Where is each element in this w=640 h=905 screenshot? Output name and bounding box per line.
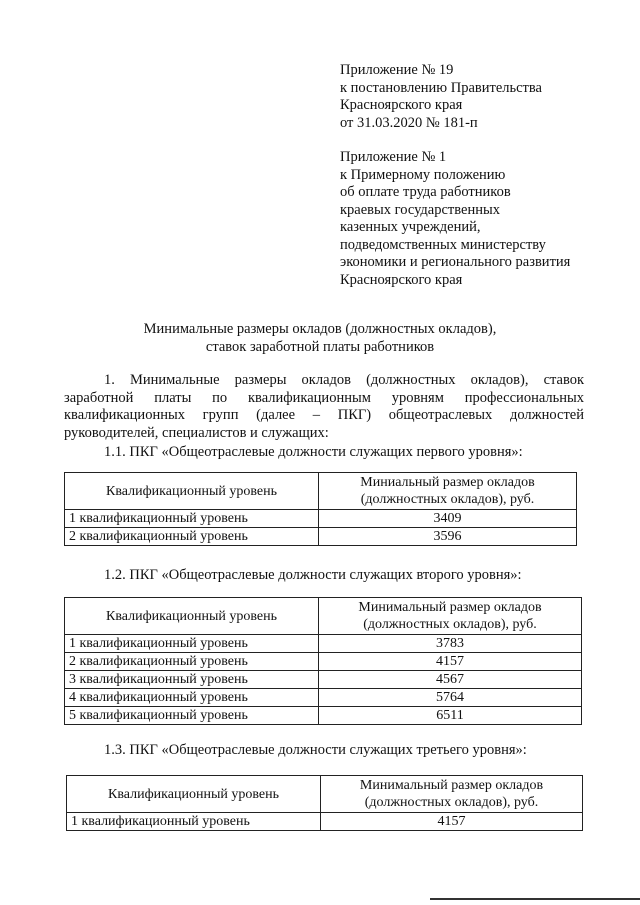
pay-table-1-2 bbox=[64, 597, 582, 725]
table-row bbox=[65, 635, 582, 653]
level-cell: 2 квалификационный уровень bbox=[65, 653, 319, 671]
table-row bbox=[65, 510, 577, 528]
table-row bbox=[65, 707, 582, 725]
appendix-1-header bbox=[340, 149, 570, 289]
section-1-2-heading: 1.2. ПКГ «Общеотраслевые должности служащих второго уровня»: bbox=[104, 567, 522, 583]
salary-cell: 3409 bbox=[319, 510, 577, 528]
level-cell: 3 квалификационный уровень bbox=[65, 671, 319, 689]
pay-table-1-1 bbox=[64, 472, 577, 546]
section-1-3-heading: 1.3. ПКГ «Общеотраслевые должности служащих третьего уровня»: bbox=[104, 742, 527, 758]
appendix-1-line: краевых государственных bbox=[340, 201, 500, 218]
salary-cell: 3783 bbox=[319, 635, 582, 653]
level-cell: 5 квалификационный уровень bbox=[65, 707, 319, 725]
appendix-1-line: казенных учреждений, bbox=[340, 219, 481, 235]
scan-edge-line bbox=[430, 898, 640, 900]
column-header-level: Квалификационный уровень bbox=[65, 473, 319, 510]
column-header-level: Квалификационный уровень bbox=[65, 598, 319, 635]
appendix-19-line: Приложение № 19 bbox=[340, 62, 454, 78]
appendix-1-line: подведомственных министерству bbox=[340, 236, 546, 253]
appendix-1-line: Приложение № 1 bbox=[340, 149, 447, 165]
column-header-salary-line: Миниальный размер окладов bbox=[360, 475, 535, 490]
appendix-19-header bbox=[340, 62, 542, 132]
level-cell: 1 квалификационный уровень bbox=[65, 510, 319, 528]
document-title bbox=[0, 320, 640, 356]
column-header-salary-line: Минимальный размер окладов bbox=[359, 778, 544, 793]
appendix-1-line: экономики и регионального развития bbox=[340, 254, 571, 270]
column-header-salary-line: (должностных окладов), руб. bbox=[363, 617, 537, 632]
salary-cell: 6511 bbox=[319, 707, 582, 725]
table-row bbox=[67, 813, 583, 831]
level-cell: 2 квалификационный уровень bbox=[65, 528, 319, 546]
title-line-1: Минимальные размеры окладов (должностных окладов), bbox=[143, 321, 497, 337]
pay-table-1-3 bbox=[66, 775, 583, 831]
title-line-2: ставок заработной платы работников bbox=[205, 339, 435, 355]
column-header-salary-line: Минимальный размер окладов bbox=[358, 600, 542, 615]
appendix-1-line: об оплате труда работников bbox=[340, 184, 511, 200]
salary-cell: 4567 bbox=[319, 671, 582, 689]
appendix-19-line: от 31.03.2020 № 181-п bbox=[340, 114, 478, 131]
intro-text: 1. Минимальные размеры окладов (должностных окладов), ставок заработной платы по квалификационным уровням профессиональных квалификационных групп (далее – ПКГ) общеотраслевых должностей руководителей, специалистов и служащих: bbox=[64, 372, 584, 441]
salary-cell: 4157 bbox=[319, 653, 582, 671]
table-row bbox=[65, 689, 582, 707]
table-header-row bbox=[65, 598, 582, 635]
level-cell: 4 квалификационный уровень bbox=[65, 689, 319, 707]
appendix-1-line: Красноярского края bbox=[340, 271, 463, 288]
table-row bbox=[65, 653, 582, 671]
column-header-salary bbox=[319, 598, 582, 635]
appendix-1-line: к Примерному положению bbox=[340, 166, 506, 183]
column-header-salary-line: (должностных окладов), руб. bbox=[360, 492, 535, 507]
column-header-salary bbox=[321, 776, 583, 813]
table-header-row bbox=[67, 776, 583, 813]
column-header-salary-line: (должностных окладов), руб. bbox=[364, 795, 539, 810]
level-cell: 1 квалификационный уровень bbox=[67, 813, 321, 831]
table-header-row bbox=[65, 473, 577, 510]
table-row bbox=[65, 528, 577, 546]
salary-cell: 5764 bbox=[319, 689, 582, 707]
section-1-1-heading: 1.1. ПКГ «Общеотраслевые должности служащих первого уровня»: bbox=[104, 444, 523, 460]
column-header-level: Квалификационный уровень bbox=[67, 776, 321, 813]
salary-cell: 4157 bbox=[321, 813, 583, 831]
salary-cell: 3596 bbox=[319, 528, 577, 546]
table-row bbox=[65, 671, 582, 689]
appendix-19-line: к постановлению Правительства bbox=[340, 79, 542, 96]
column-header-salary bbox=[319, 473, 577, 510]
appendix-19-line: Красноярского края bbox=[340, 97, 463, 113]
level-cell: 1 квалификационный уровень bbox=[65, 635, 319, 653]
intro-paragraph bbox=[64, 372, 584, 442]
